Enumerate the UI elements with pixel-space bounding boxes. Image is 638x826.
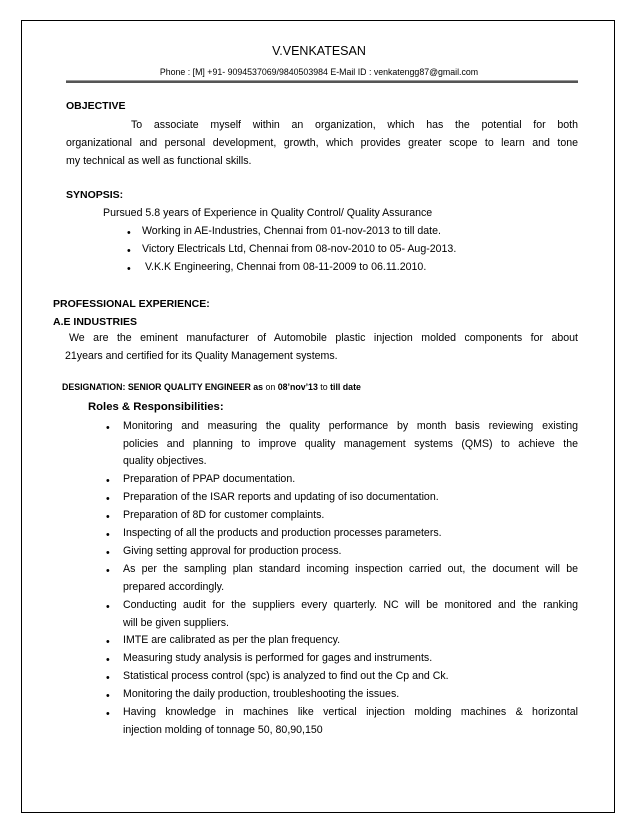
role-item-line: As per the sampling plan standard incoming inspection carried out, the document will be	[123, 563, 578, 575]
bullet: •	[106, 475, 110, 487]
company-desc-line-2: 21years and certified for its Quality Management systems.	[65, 350, 338, 362]
synopsis-item: Working in AE-Industries, Chennai from 01-nov-2013 to till date.	[142, 225, 441, 237]
synopsis-heading: SYNOPSIS:	[66, 189, 124, 201]
role-item-line: Monitoring the daily production, troubleshooting the issues.	[123, 688, 400, 700]
designation-date: 08’nov’13	[277, 382, 318, 392]
role-item-line: Giving setting approval for production process.	[123, 545, 342, 557]
role-item-line: Measuring study analysis is performed for gages and instruments.	[123, 652, 433, 664]
role-item-line: quality objectives.	[123, 455, 207, 467]
designation-on: on	[263, 382, 278, 392]
bullet: •	[106, 601, 110, 613]
bullet: •	[106, 654, 110, 666]
synopsis-item: V.K.K Engineering, Chennai from 08-11-2009 to 06.11.2010.	[142, 261, 427, 273]
role-item-line: IMTE are calibrated as per the plan frequency.	[123, 634, 341, 646]
bullet: •	[127, 227, 131, 239]
role-item-line: Preparation of 8D for customer complaints.	[123, 509, 325, 521]
role-item-line: Having knowledge in machines like vertical injection molding machines & horizontal	[123, 706, 578, 718]
synopsis-intro: Pursued 5.8 years of Experience in Quality Control/ Quality Assurance	[103, 207, 433, 219]
contact-line: Phone : [M] +91- 9094537069/9840503984 E-Mail ID : venkatengg87@gmail.com	[159, 67, 479, 77]
bullet: •	[106, 636, 110, 648]
designation-label: DESIGNATION: SENIOR QUALITY ENGINEER as	[62, 382, 264, 392]
bullet: •	[106, 493, 110, 505]
bullet: •	[127, 263, 131, 275]
synopsis-item: Victory Electricals Ltd, Chennai from 08-nov-2010 to 05- Aug-2013.	[142, 243, 457, 255]
role-item-line: Monitoring and measuring the quality performance by month basis reviewing existing	[123, 420, 578, 432]
bullet: •	[106, 529, 110, 541]
objective-heading: OBJECTIVE	[66, 100, 126, 112]
company-desc-line-1: We are the eminent manufacturer of Automobile plastic injection molded components for about	[69, 332, 578, 344]
bullet: •	[106, 708, 110, 720]
bullet: •	[106, 547, 110, 559]
role-item-line: Preparation of the ISAR reports and updating of iso documentation.	[123, 491, 439, 503]
roles-heading: Roles & Responsibilities:	[88, 401, 224, 413]
company-name: A.E INDUSTRIES	[53, 316, 138, 328]
role-item-line: Inspecting of all the products and production processes parameters.	[123, 527, 442, 539]
bullet: •	[127, 245, 131, 257]
candidate-name: V.VENKATESAN	[272, 44, 366, 58]
bullet: •	[106, 690, 110, 702]
designation-till: till date	[330, 382, 361, 392]
objective-line-2: organizational and personal development, growth, which provides greater scope to learn and tone	[66, 137, 578, 149]
bullet: •	[106, 422, 110, 434]
header-rule	[66, 80, 578, 83]
experience-heading: PROFESSIONAL EXPERIENCE:	[53, 298, 210, 310]
role-item-line: prepared accordingly.	[123, 581, 225, 593]
designation-line	[62, 382, 361, 392]
objective-line-3: my technical as well as functional skills.	[66, 155, 252, 167]
bullet: •	[106, 511, 110, 523]
bullet: •	[106, 565, 110, 577]
role-item-line: Statistical process control (spc) is analyzed to find out the Cp and Ck.	[123, 670, 449, 682]
objective-line-1: To associate myself within an organization, which has the potential for both	[131, 119, 578, 131]
role-item-line: policies and planning to improve quality management systems (QMS) to achieve the	[123, 438, 578, 450]
designation-to: to	[317, 382, 331, 392]
bullet: •	[106, 672, 110, 684]
role-item-line: injection molding of tonnage 50, 80,90,150	[123, 724, 323, 736]
role-item-line: Conducting audit for the suppliers every quarterly. NC will be monitored and the ranking	[123, 599, 578, 611]
role-item-line: Preparation of PPAP documentation.	[123, 473, 296, 485]
role-item-line: will be given suppliers.	[123, 617, 229, 629]
